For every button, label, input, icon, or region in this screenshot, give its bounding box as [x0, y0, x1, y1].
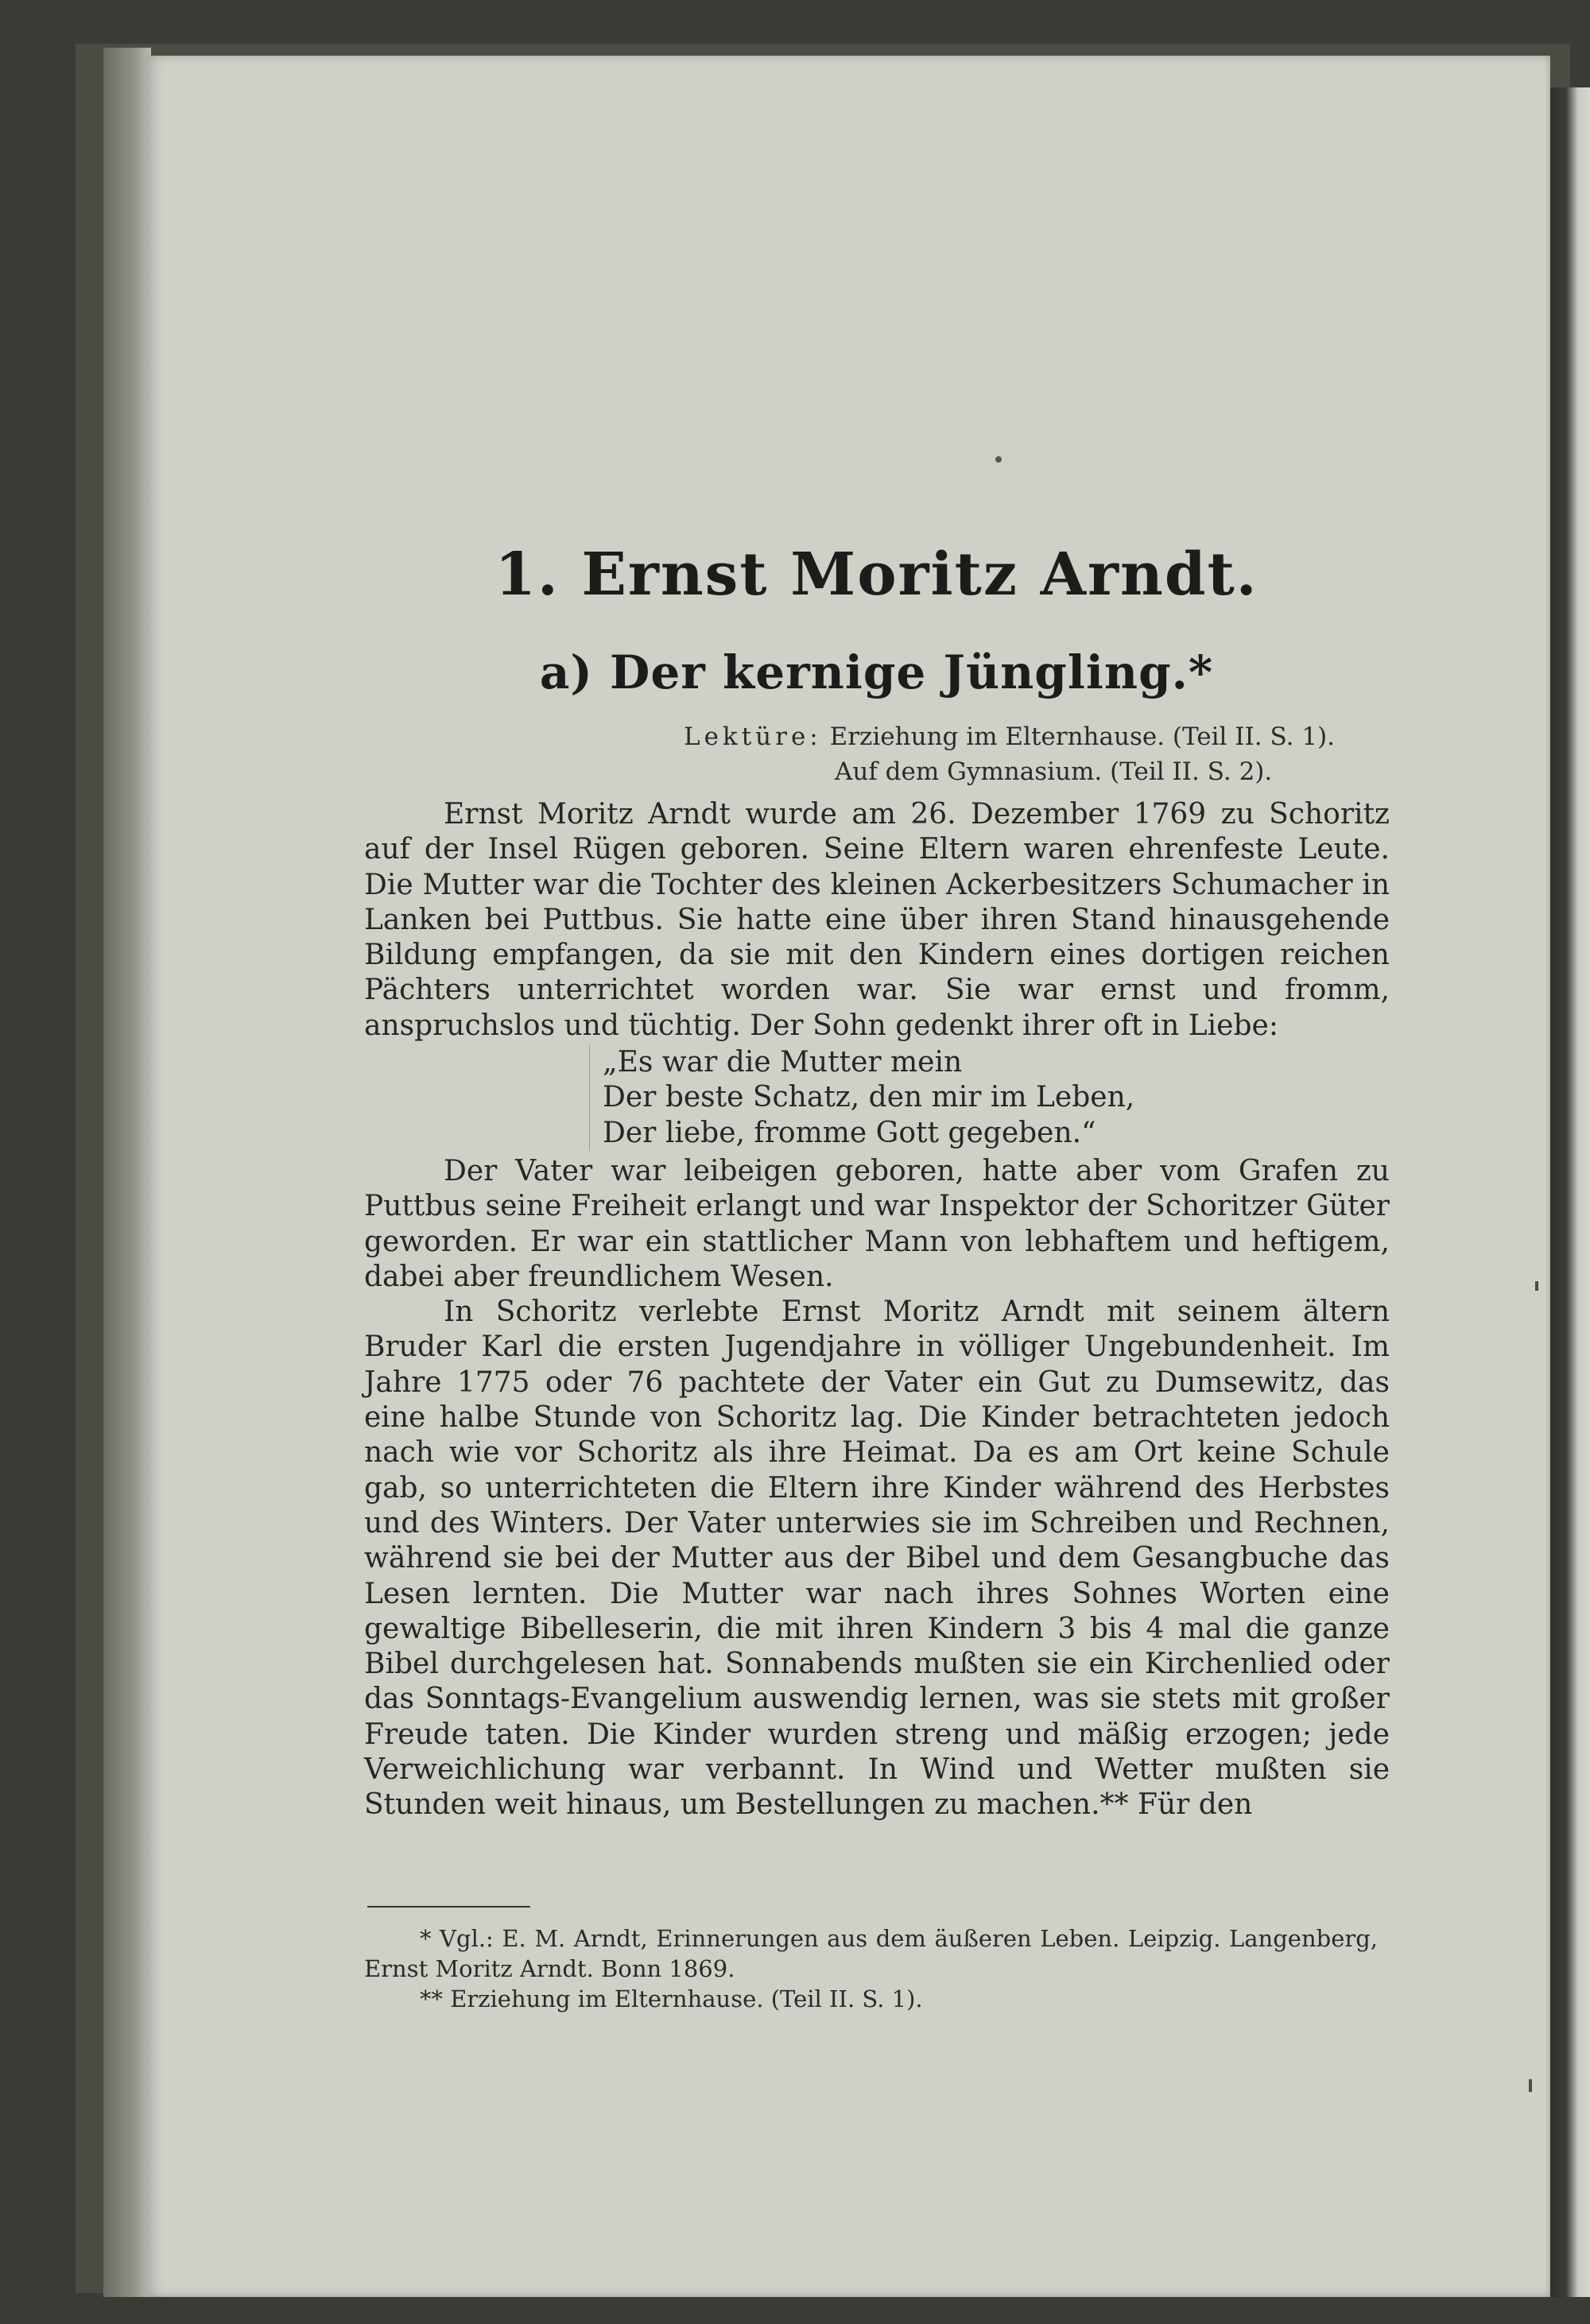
reading-reference	[684, 719, 1431, 789]
footnotes	[364, 1923, 1378, 2014]
paragraph-2: Der Vater war leibeigen geboren, hatte aber vom Grafen zu Puttbus seine Freiheit erlangt und war Inspektor der Schoritzer Güter geworden. Er war ein stattlicher Mann von lebhaftem und heftigem, dabei aber freundlichem Wesen.	[364, 1154, 1390, 1293]
poem-line: Der liebe, fromme Gott gegeben.“	[603, 1116, 1096, 1149]
ink-dot	[995, 456, 1002, 463]
margin-mark-lower	[1529, 2079, 1532, 2092]
reading-line-1: Erziehung im Elternhause. (Teil II. S. 1).	[829, 722, 1336, 751]
reading-line-2: Auf dem Gymnasium. (Teil II. S. 2).	[835, 757, 1273, 786]
body-text	[364, 797, 1390, 1823]
section-subtitle: a) Der kernige Jüngling.*	[539, 645, 1214, 699]
book-right-edge	[1550, 87, 1590, 2297]
poem-line: Der beste Schatz, den mir im Leben,	[603, 1081, 1135, 1114]
margin-mark-upper	[1535, 1281, 1538, 1291]
poem-quote	[589, 1045, 1390, 1151]
footnote-rule	[367, 1906, 530, 1908]
reading-label: Lektüre:	[684, 722, 822, 751]
footnote-2: ** Erziehung im Elternhause. (Teil II. S. 1).	[420, 1985, 923, 2012]
poem-line: „Es war die Mutter mein	[603, 1046, 963, 1079]
paragraph-1: Ernst Moritz Arndt wurde am 26. Dezember 1769 zu Schoritz auf der Insel Rügen geboren. Seine Eltern waren ehrenfeste Leute. Die Mutter war die Tochter des kleinen Ackerbesitzers Schumacher in Lanken bei Puttbus. Sie hatte eine über ihren Stand hinausgehende Bildung empfangen, da sie mit den Kindern eines dortigen reichen Pächters unterrichtet worden war. Sie war ernst und fromm, anspruchslos und tüchtig. Der Sohn gedenkt ihrer oft in Liebe:	[364, 798, 1390, 1042]
footnote-1: * Vgl.: E. M. Arndt, Erinnerungen aus dem äußeren Leben. Leipzig. Langenberg, Ernst Moritz Arndt. Bonn 1869.	[364, 1925, 1378, 1982]
book-spine-edge	[103, 48, 151, 2297]
paragraph-3: In Schoritz verlebte Ernst Moritz Arndt mit seinem ältern Bruder Karl die ersten Jugendjahre in völliger Ungebundenheit. Im Jahre 1775 oder 76 pachtete der Vater ein Gut zu Dumsewitz, das eine halbe Stunde von Schoritz lag. Die Kinder betrachteten jedoch nach wie vor Schoritz als ihre Heimat. Da es am Ort keine Schule gab, so unterrichteten die Eltern ihre Kinder während des Herbstes und des Winters. Der Vater unterwies sie im Schreiben und Rechnen, während sie bei der Mutter aus der Bibel und dem Gesangbuche das Lesen lernten. Die Mutter war nach ihres Sohnes Worten eine gewaltige Bibelleserin, die mit ihren Kindern 3 bis 4 mal die ganze Bibel durchgelesen hat. Sonnabends mußten sie ein Kirchenlied oder das Sonntags-Evangelium auswendig lernen, was sie stets mit großer Freude taten. Die Kinder wurden streng und mäßig erzogen; jede Verweichlichung war verbannt. In Wind und Wetter mußten sie Stunden weit hinaus, um Bestellungen zu machen.** Für den	[364, 1296, 1390, 1822]
page-title: 1. Ernst Moritz Arndt.	[494, 540, 1258, 609]
